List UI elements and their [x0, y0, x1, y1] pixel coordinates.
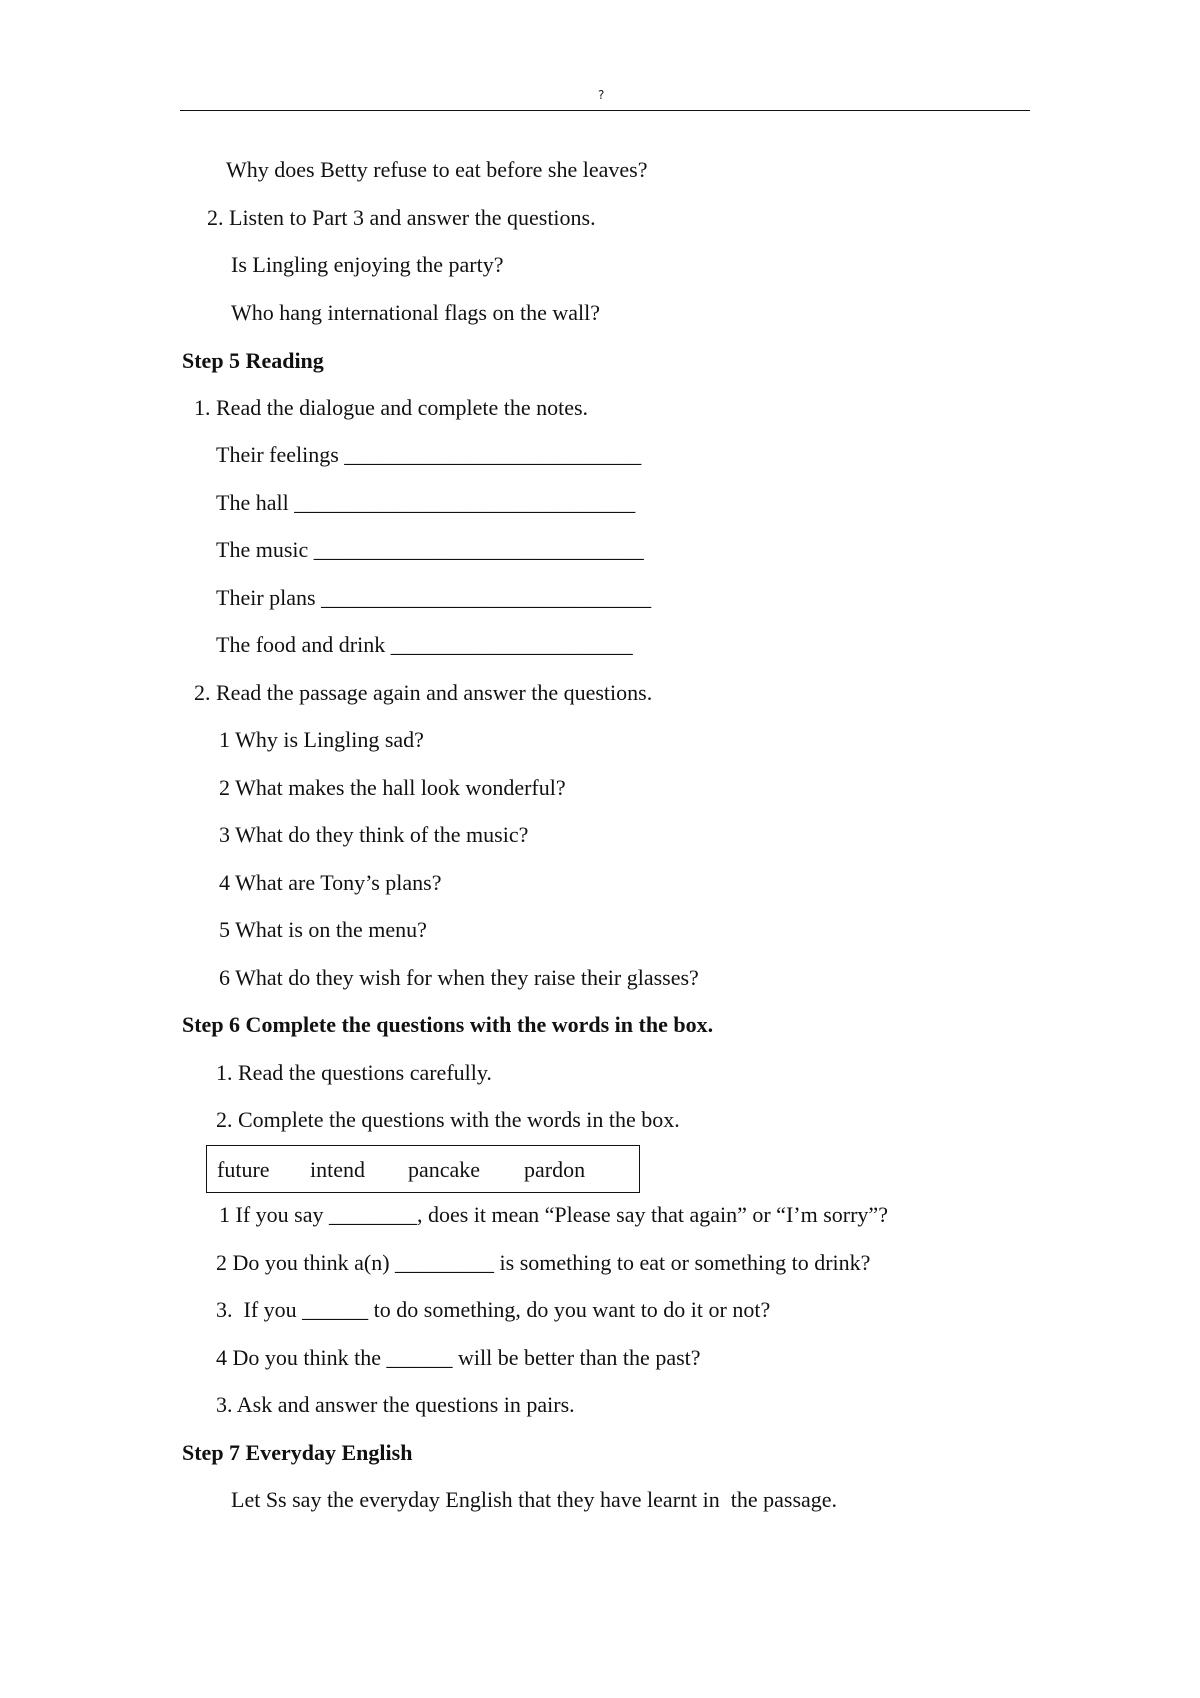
fill-question-3: 3. If you ______ to do something, do you want to do it or not? — [216, 1297, 771, 1322]
instruction-complete-words: 2. Complete the questions with the words in the box. — [216, 1107, 680, 1132]
step5-heading: Step 5 Reading — [182, 348, 324, 373]
fill-question-1: 1 If you say ________, does it mean “Please say that again” or “I’m sorry”? — [219, 1202, 888, 1227]
instruction-read-carefully: 1. Read the questions carefully. — [216, 1060, 492, 1085]
question-flags: Who hang international flags on the wall? — [231, 300, 600, 325]
instruction-listen-part3: 2. Listen to Part 3 and answer the questions. — [207, 205, 596, 230]
word-future: future — [217, 1157, 270, 1182]
header-rule — [180, 110, 1030, 111]
instruction-pairs: 3. Ask and answer the questions in pairs. — [216, 1392, 575, 1417]
note-music: The music ______________________________ — [216, 537, 644, 562]
question-4: 4 What are Tony’s plans? — [219, 870, 442, 895]
fill-question-2: 2 Do you think a(n) _________ is something to eat or something to drink? — [216, 1250, 871, 1275]
instruction-complete-notes: 1. Read the dialogue and complete the notes. — [194, 395, 589, 420]
question-2: 2 What makes the hall look wonderful? — [219, 775, 566, 800]
header-mark: ? — [598, 88, 605, 102]
question-5: 5 What is on the menu? — [219, 917, 427, 942]
everyday-english-instruction: Let Ss say the everyday English that they have learnt in the passage. — [231, 1487, 838, 1512]
question-1: 1 Why is Lingling sad? — [219, 727, 424, 752]
question-3: 3 What do they think of the music? — [219, 822, 529, 847]
note-feelings: Their feelings ___________________________ — [216, 442, 642, 467]
word-box — [206, 1145, 640, 1193]
question-betty: Why does Betty refuse to eat before she leaves? — [226, 157, 648, 182]
question-6: 6 What do they wish for when they raise their glasses? — [219, 965, 699, 990]
instruction-read-again: 2. Read the passage again and answer the questions. — [194, 680, 653, 705]
note-hall: The hall _______________________________ — [216, 490, 636, 515]
step6-heading: Step 6 Complete the questions with the words in the box. — [182, 1012, 714, 1037]
note-plans: Their plans ______________________________ — [216, 585, 652, 610]
word-pancake: pancake — [408, 1157, 481, 1182]
question-lingling-party: Is Lingling enjoying the party? — [231, 252, 504, 277]
step7-heading: Step 7 Everyday English — [182, 1440, 413, 1465]
fill-question-4: 4 Do you think the ______ will be better than the past? — [216, 1345, 701, 1370]
word-pardon: pardon — [524, 1157, 586, 1182]
word-intend: intend — [310, 1157, 365, 1182]
note-food-drink: The food and drink ______________________ — [216, 632, 633, 657]
